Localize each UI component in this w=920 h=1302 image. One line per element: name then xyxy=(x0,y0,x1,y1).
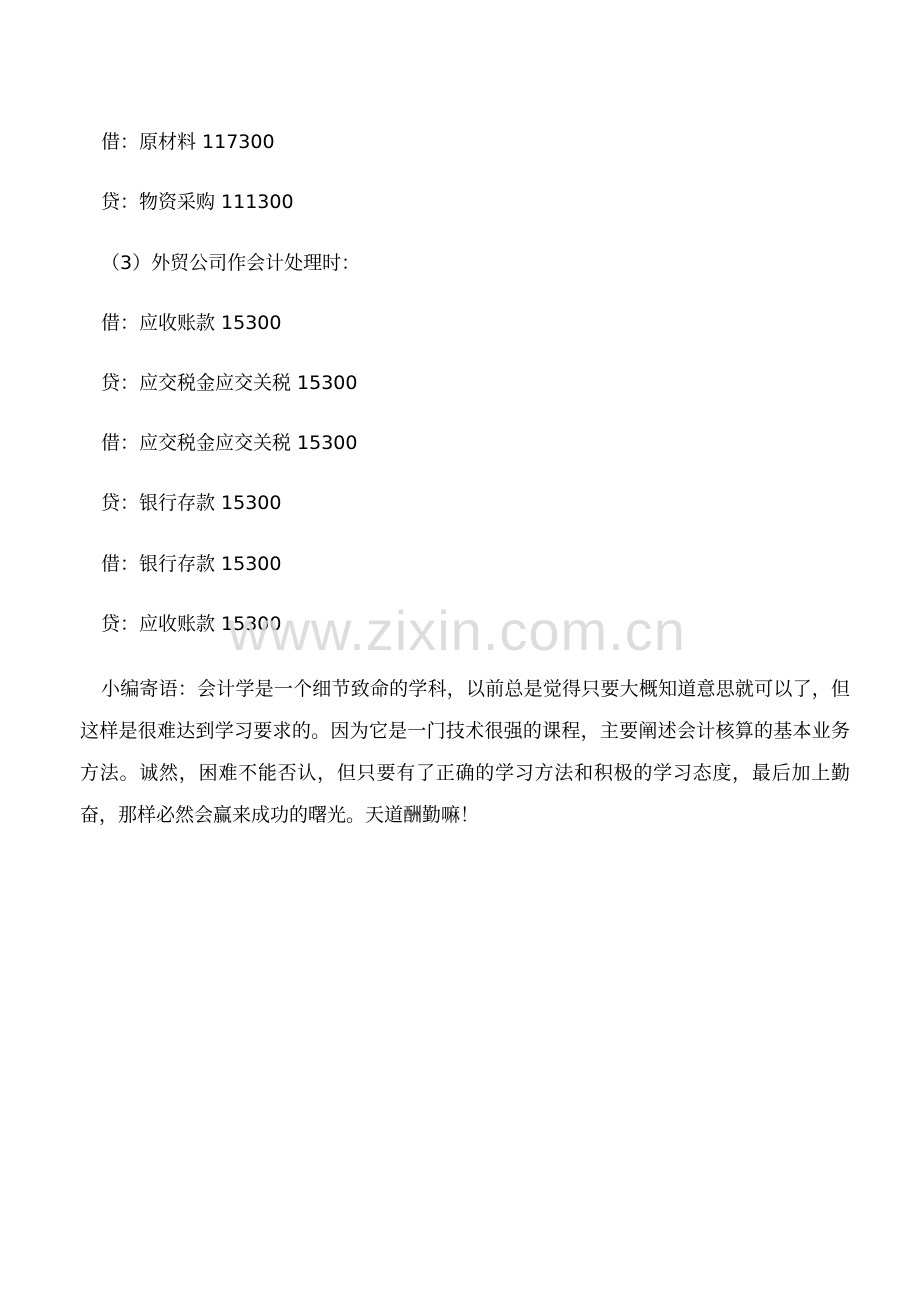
journal-entry-credit-accounts-receivable: 贷：应收账款 15300 xyxy=(101,613,282,635)
journal-entry-debit-bank-deposit: 借：银行存款 15300 xyxy=(101,553,282,575)
closing-paragraph: 小编寄语：会计学是一个细节致命的学科，以前总是觉得只要大概知道意思就可以了，但这样是很难达到学习要求的。因为它是一门技术很强的课程，主要阐述会计核算的基本业务方法。诚然，困难不能否认，但只要有了正确的学习方法和积极的学习态度，最后加上勤奋，那样必然会赢来成功的曙光。天道酬勤嘛！ xyxy=(80,678,850,826)
journal-entry-debit-raw-materials: 借：原材料 117300 xyxy=(101,131,275,153)
journal-entry-credit-material-purchase: 贷：物资采购 111300 xyxy=(101,191,294,213)
journal-entry-debit-customs-duty: 借：应交税金应交关税 15300 xyxy=(101,432,358,454)
watermark: www.zixin.com.cn xyxy=(228,599,686,662)
section-heading-trade-company: （3）外贸公司作会计处理时： xyxy=(101,252,361,274)
journal-entry-credit-bank-deposit: 贷：银行存款 15300 xyxy=(101,492,282,514)
journal-entry-debit-accounts-receivable: 借：应收账款 15300 xyxy=(101,312,282,334)
journal-entry-credit-customs-duty: 贷：应交税金应交关税 15300 xyxy=(101,372,358,394)
